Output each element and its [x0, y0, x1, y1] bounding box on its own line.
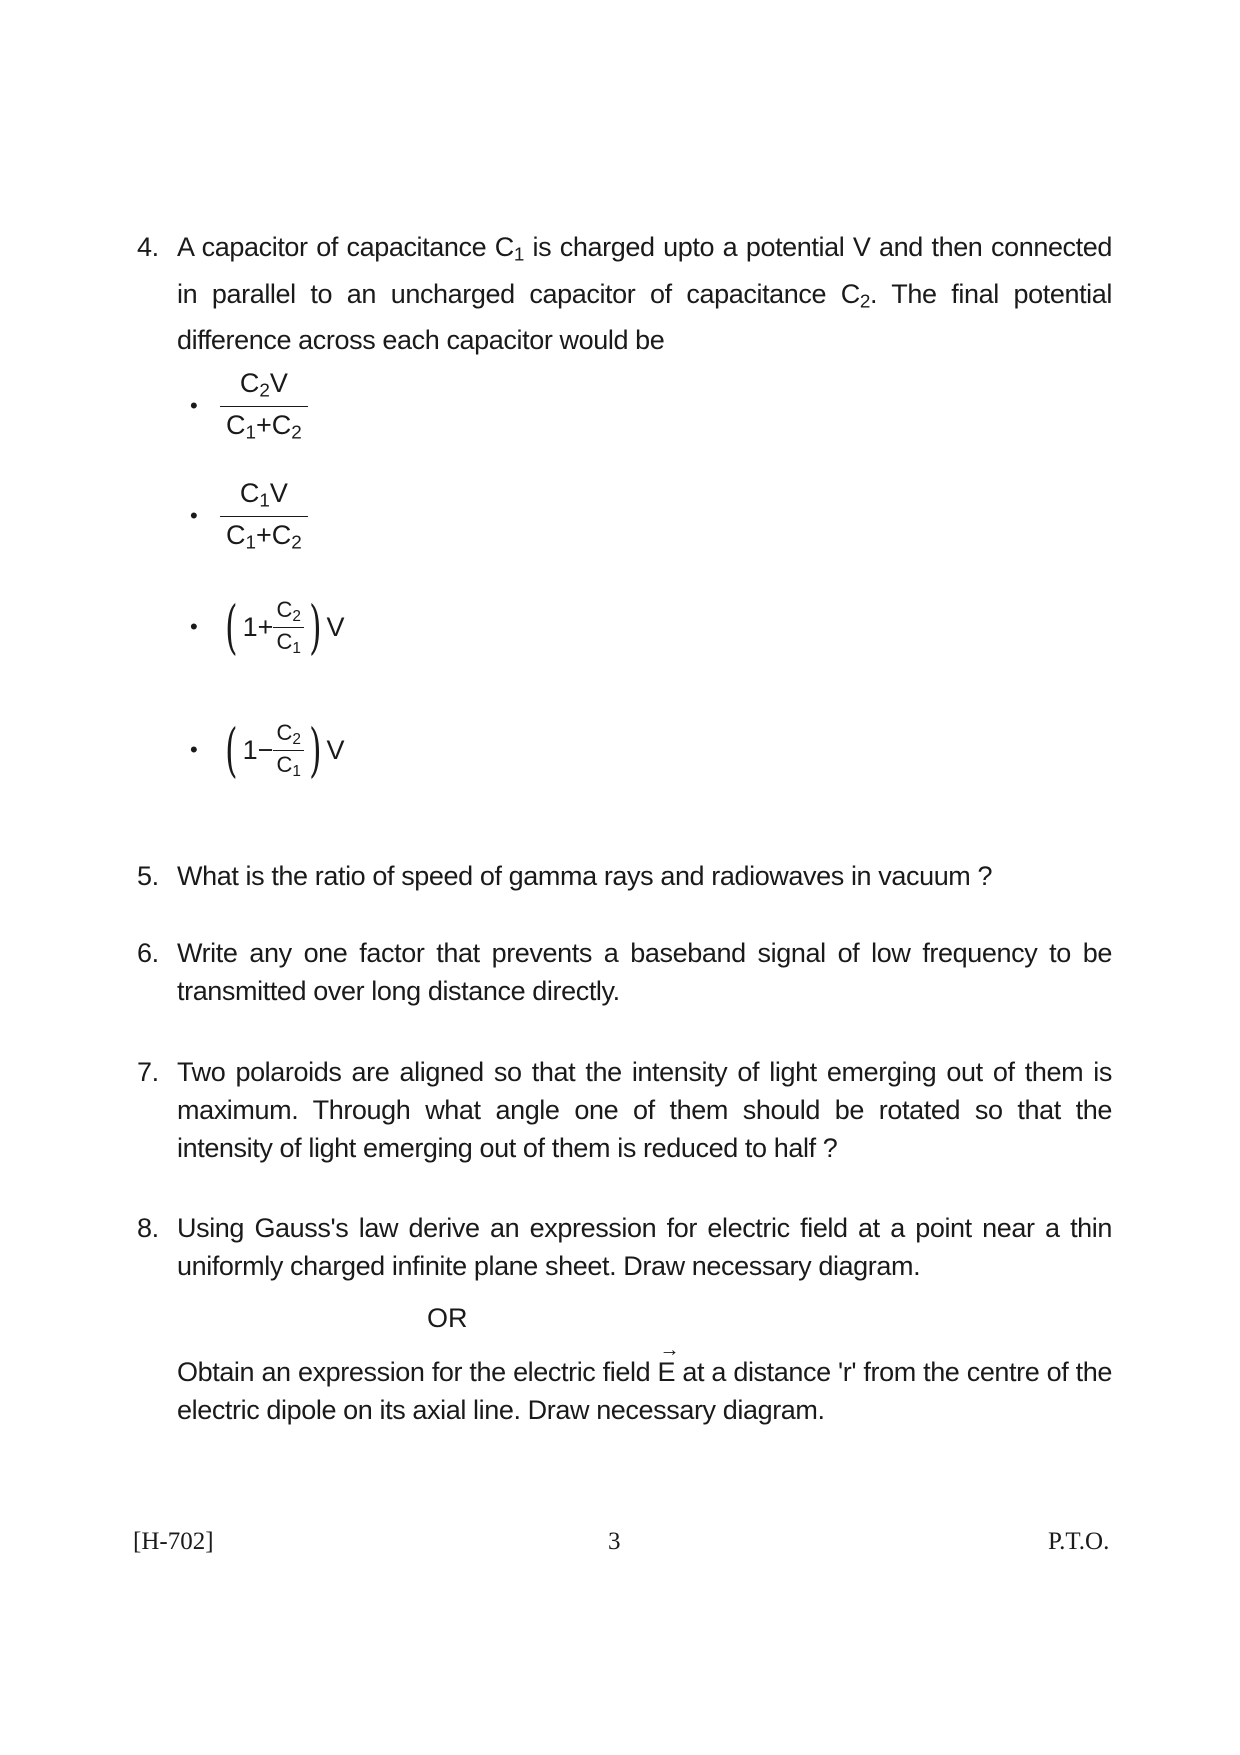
question-8-alternative [137, 1339, 1112, 1429]
question-text: What is the ratio of speed of gamma rays and radiowaves in vacuum ? [177, 861, 993, 891]
question-number: 6. [137, 938, 159, 968]
question-5 [137, 857, 1112, 895]
question-text: A capacitor of capacitance $C_1$ is charged upto a potential V and then connected in parallel to an uncharged capacitor of capacitance $C_2$. The final potential difference across each capacitor would be [177, 232, 1112, 356]
left-paren: ( [225, 716, 238, 785]
bullet: • [190, 614, 198, 640]
question-4 [137, 228, 1112, 359]
paper-code: [H-702] [133, 1528, 214, 1555]
option-d [190, 716, 345, 785]
expression-term: 1− [242, 734, 274, 765]
right-paren: ) [308, 593, 322, 662]
bullet: • [190, 393, 198, 419]
left-paren: ( [225, 593, 238, 662]
question-text: Two polaroids are aligned so that the intensity of light emerging out of them is maximum. Through what angle one of them should be rotated so that the intensity of light emerging out of them is reduced to half ? [177, 1057, 1112, 1163]
question-number: 5. [137, 861, 159, 891]
option-a [190, 368, 308, 444]
pto-label: P.T.O. [1048, 1528, 1110, 1555]
question-7 [137, 1053, 1112, 1167]
question-text: Obtain an expression for the electric field → E at a distance 'r' from the centre of the electric dipole on its axial line. Draw necessary diagram. [177, 1353, 1112, 1429]
fraction: $\frac{C_2}{C_1}$ [273, 597, 303, 658]
option-b [190, 478, 308, 554]
vector-e: → E [658, 1353, 676, 1391]
page-number: 3 [608, 1528, 621, 1555]
expression-term: 1+ [242, 611, 274, 642]
voltage-symbol: V [326, 611, 345, 642]
fraction: $\frac{C_2V}{C_1+C_2}$ [220, 368, 308, 444]
fraction: $\frac{C_1V}{C_1+C_2}$ [220, 478, 308, 554]
question-number: 7. [137, 1057, 159, 1087]
question-number: 4. [137, 232, 159, 262]
right-paren: ) [308, 716, 322, 785]
voltage-symbol: V [326, 734, 345, 765]
question-text: Write any one factor that prevents a baseband signal of low frequency to be transmitted over long distance directly. [177, 938, 1112, 1006]
fraction: $\frac{C_2}{C_1}$ [273, 720, 303, 781]
question-number: 8. [137, 1213, 159, 1243]
option-c [190, 593, 345, 662]
bullet: • [190, 737, 198, 763]
vector-arrow-icon: → [659, 1339, 680, 1361]
bullet: • [190, 503, 198, 529]
question-8 [137, 1209, 1112, 1285]
or-separator: OR [427, 1303, 468, 1333]
question-text: Using Gauss's law derive an expression for electric field at a point near a thin uniformly charged infinite plane sheet. Draw necessary diagram. [177, 1213, 1112, 1281]
question-6 [137, 934, 1112, 1010]
